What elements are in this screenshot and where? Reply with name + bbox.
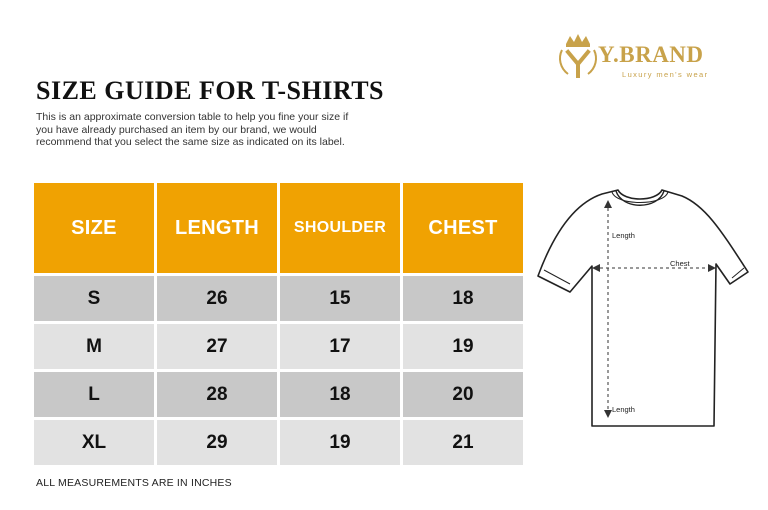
header-size: SIZE <box>34 183 154 273</box>
measurement-note: ALL MEASUREMENTS ARE IN INCHES <box>36 477 232 489</box>
chest-label: Chest <box>670 259 690 268</box>
table-cell: M <box>34 324 154 369</box>
brand-name: Y.BRAND <box>598 42 704 67</box>
table-cell: S <box>34 276 154 321</box>
brand-tagline: Luxury men's wear <box>622 70 709 79</box>
brand-logo <box>556 32 736 82</box>
header-length: LENGTH <box>157 183 277 273</box>
intro-text: This is an approximate conversion table to help you fine your size if you have already purchased an item by our brand, we would recommend that you select the same size as indicated on its label. <box>36 111 349 149</box>
header-shoulder: SHOULDER <box>280 183 400 273</box>
length-top-label: Length <box>612 231 635 240</box>
table-cell: 19 <box>403 324 523 369</box>
header-chest: CHEST <box>403 183 523 273</box>
table-cell: 29 <box>157 420 277 465</box>
table-cell: 18 <box>403 276 523 321</box>
length-bottom-label: Length <box>612 405 635 414</box>
size-table <box>34 183 523 465</box>
table-cell: 26 <box>157 276 277 321</box>
tshirt-outline-icon <box>538 190 748 426</box>
table-cell: L <box>34 372 154 417</box>
table-cell: 17 <box>280 324 400 369</box>
table-cell: 15 <box>280 276 400 321</box>
table-cell: 18 <box>280 372 400 417</box>
table-cell: 20 <box>403 372 523 417</box>
page-title: SIZE GUIDE FOR T-SHIRTS <box>36 76 384 105</box>
table-cell: 19 <box>280 420 400 465</box>
table-cell: XL <box>34 420 154 465</box>
tshirt-diagram <box>530 180 762 430</box>
crown-emblem-icon <box>556 32 600 80</box>
table-cell: 28 <box>157 372 277 417</box>
table-cell: 27 <box>157 324 277 369</box>
table-cell: 21 <box>403 420 523 465</box>
